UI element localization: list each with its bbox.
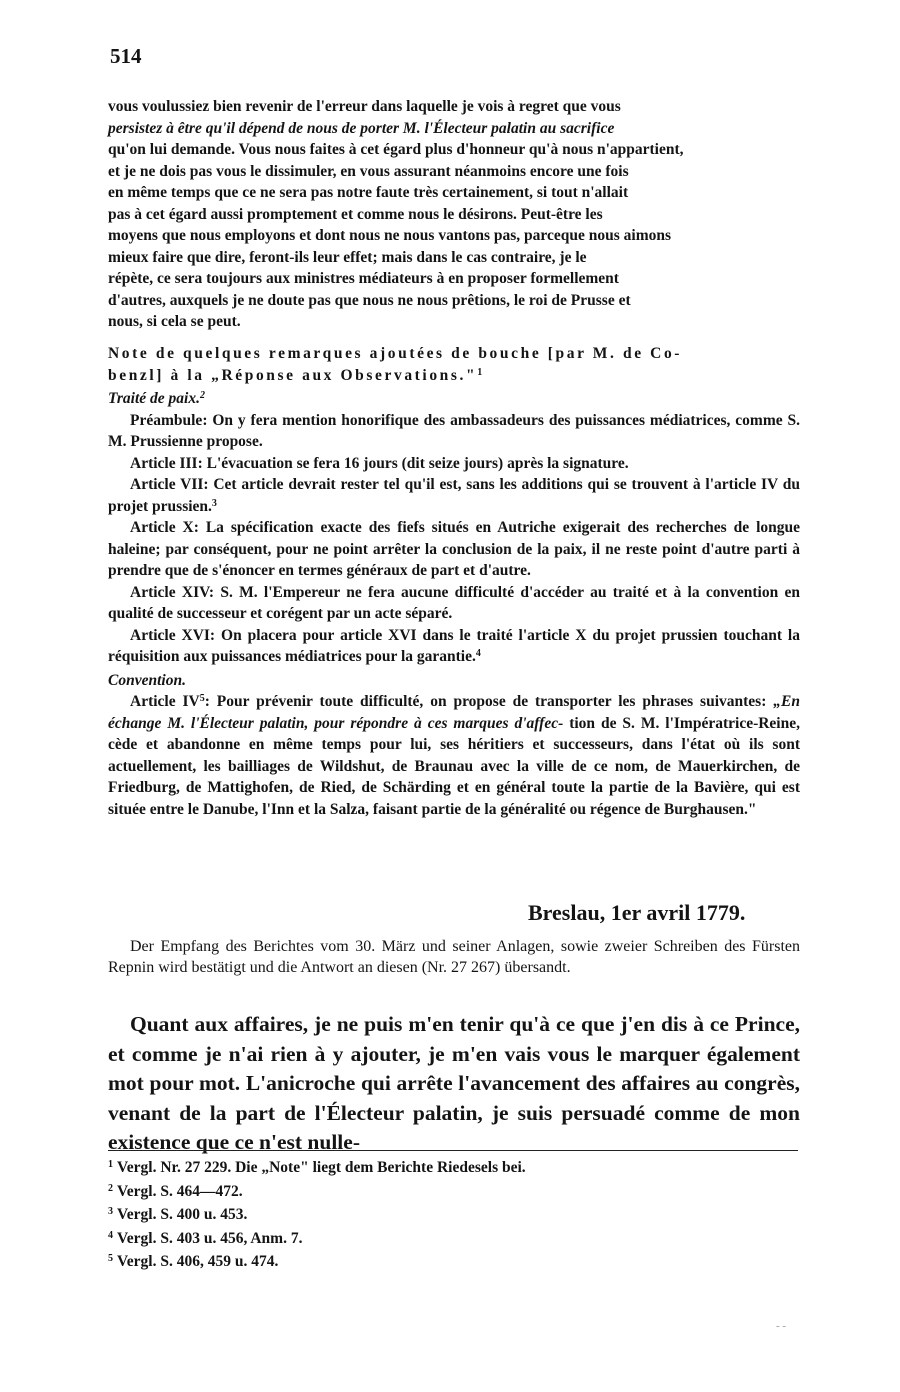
article-x: Article X: La spécification exacte des fiefs situés en Autriche exigerait des recherches de longue haleine; par conséquent, pour ne point arrêter la conclusion de la paix, il ne reste point d'autre parti à prendre que de s'énoncer en termes généraux de part et d'autre.	[108, 519, 800, 579]
page-number: 514	[110, 44, 142, 68]
note-heading-cont: benzl] à la „Réponse aux Observations."$^1$	[108, 366, 485, 384]
text-line: pas à cet égard aussi promptement et comme nous le désirons. Peut-être les	[108, 205, 603, 223]
letter-intro-text: Der Empfang des Berichtes vom 30. März und seiner Anlagen, sowie zweier Schreiben des Fürsten Repnin wird bestätigt und die Antwort an diesen (Nr. 27 267) übersandt.	[108, 938, 800, 976]
text-line: persistez à être qu'il dépend de nous de porter M. l'Électeur palatin au sacrifice	[108, 119, 615, 137]
article-iii: Article III: L'évacuation se fera 16 jours (dit seize jours) après la signature.	[130, 454, 629, 472]
text-line: et je ne dois pas vous le dissimuler, en vous assurant néanmoins encore une fois	[108, 162, 629, 180]
page-mark: - -	[776, 1320, 787, 1332]
dateline: Breslau, 1er avril 1779.	[528, 900, 746, 925]
note-section	[108, 343, 800, 820]
letter-intro	[108, 936, 800, 978]
article-vii: Article VII: Cet article devrait rester tel qu'il est, sans les additions qui se trouvent à l'article IV du projet prussien.$^3$	[108, 476, 800, 515]
text-line: nous, si cela se peut.	[108, 313, 241, 330]
letter-body-text: Quant aux affaires, je ne puis m'en tenir qu'à ce que j'en dis à ce Prince, et comme je n'ai rien à y ajouter, je m'en vais vous le marquer également mot pour mot. L'anicroche qui arrête l'avancement des affaires au congrès, venant de la part de l'Électeur palatin, je suis persuadé comme de mon existence que ce n'est nulle-	[108, 1012, 800, 1154]
text-line: qu'on lui demande. Vous nous faites à cet égard plus d'honneur qu'à nous n'appartient,	[108, 141, 684, 158]
footnote-ref: 5	[199, 693, 205, 704]
paragraph-continuation	[108, 96, 800, 333]
preambule: Préambule: On y fera mention honorifique des ambassadeurs des puissances médiatrices, comme S. M. Prussienne propose.	[108, 411, 800, 450]
text-line: vous voulussiez bien revenir de l'erreur dans laquelle je vois à regret que vous	[108, 98, 621, 115]
footnote-ref: 3	[211, 497, 217, 509]
footnote: $^3$ Vergl. S. 400 u. 453.	[108, 1206, 248, 1223]
text-line: répète, ce sera toujours aux ministres médiateurs à en proposer formellement	[108, 270, 619, 287]
footnote: $^5$ Vergl. S. 406, 459 u. 474.	[108, 1253, 279, 1270]
footnote-divider	[108, 1150, 798, 1151]
footnote-ref: 4	[475, 648, 481, 659]
footnotes	[108, 1155, 800, 1273]
footnote: $^2$ Vergl. S. 464—472.	[108, 1182, 243, 1200]
letter-body	[108, 1010, 800, 1158]
traite-heading: Traité de paix.$^2$	[108, 390, 205, 407]
convention-heading: Convention.	[108, 671, 186, 689]
footnote-ref: 1	[477, 366, 485, 378]
text-line: en même temps que ce ne sera pas notre faute très certainement, si tout n'allait	[108, 184, 629, 201]
article-iv: Article $IV^5$: Pour prévenir toute difficulté, on propose de transporter les phrases suivantes: „En échange M. l'Électeur palatin, pour répondre à ces marques d'affec- tion de S. M. l'Impératrice-Reine, cède et abandonne en même temps pour lui, ses héritiers et successeurs, dans l'état où ils sont actuellement, les bailliages de Wildshut, de Braunau avec la ville de ce nom, de Mauerkirchen, de Friedburg, de Mattighofen, de Ried, de Schärding et en général toute la partie de la Bavière, qui est située entre le Danube, l'Inn et la Salza, faisant partie de la généralité ou régence de Burghausen."	[108, 693, 800, 818]
footnote: $^1$ Vergl. Nr. 27 229. Die „Note" liegt dem Berichte Riedesels bei.	[108, 1159, 526, 1176]
article-xvi: Article XVI: On placera pour article XVI dans le traité l'article X du projet prussien touchant la réquisition aux puissances médiatrices pour la garantie.$^4$	[108, 626, 800, 665]
text-line: moyens que nous employons et dont nous ne nous vantons pas, parceque nous aimons	[108, 227, 672, 244]
text-line: d'autres, auxquels je ne doute pas que nous ne nous prêtions, le roi de Prusse et	[108, 291, 631, 309]
footnote: $^4$ Vergl. S. 403 u. 456, Anm. 7.	[108, 1229, 303, 1247]
note-heading: Note de quelques remarques ajoutées de bouche [par M. de Co-	[108, 345, 683, 362]
article-xiv: Article XIV: S. M. l'Empereur ne fera aucune difficulté d'accéder au traité et à la convention en qualité de successeur et corégent par un acte séparé.	[108, 583, 800, 622]
footnote-ref: 2	[199, 390, 205, 401]
text-line: mieux faire que dire, feront-ils leur effet; mais dans le cas contraire, je le	[108, 248, 587, 266]
